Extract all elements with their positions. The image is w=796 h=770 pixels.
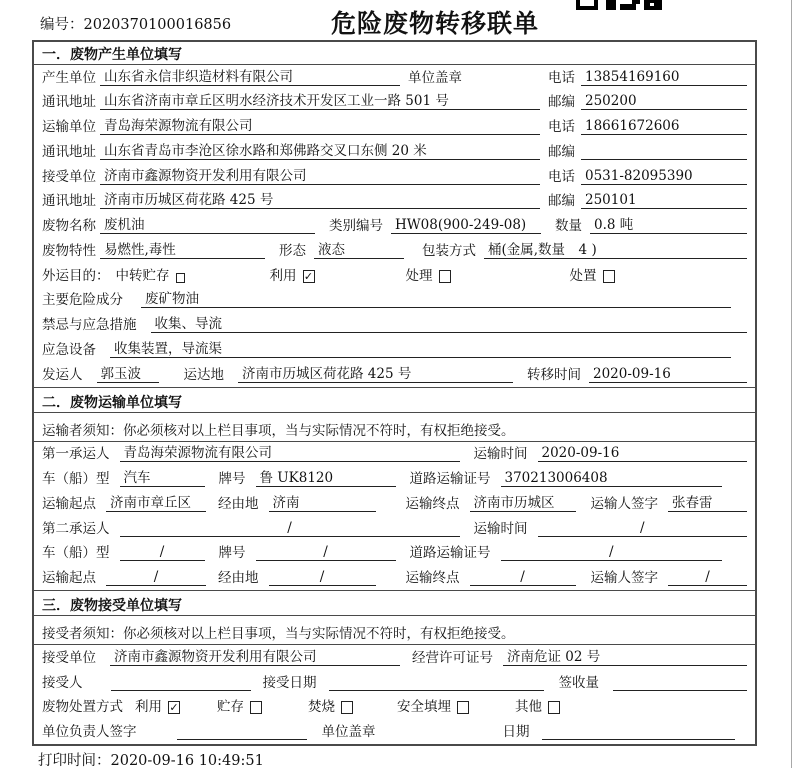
print-time-value: 2020-09-16 10:49:51: [110, 753, 264, 769]
transport-time-label: 运输时间: [473, 520, 528, 537]
phone-label: 电话: [548, 119, 575, 136]
accept-person-label: 接受人: [42, 674, 83, 691]
row-second-vehicle: [34, 541, 755, 566]
row-second-carrier: [34, 516, 755, 541]
transporter-notice: 运输者须知：你必须核对以上栏目事项，当与实际情况不符时，有权拒绝接受。: [34, 413, 755, 442]
road-permit-value: 370213006408: [501, 470, 723, 487]
row-second-route: [34, 565, 755, 590]
accept-date-value: [329, 690, 544, 691]
address-label: 通讯地址: [42, 193, 96, 210]
zip-value: 250200: [581, 93, 747, 110]
producer-unit-label: 产生单位: [42, 69, 96, 86]
section-3-rows: [34, 645, 755, 744]
responsible-sign-label: 单位负责人签字: [42, 723, 137, 740]
endpoint-label: 运输终点: [405, 495, 460, 512]
transport-unit-label: 运输单位: [42, 119, 96, 136]
date-value: [542, 739, 736, 740]
waste-character-label: 废物特性: [42, 242, 96, 259]
row-first-route: [34, 491, 755, 516]
packing-label: 包装方式: [422, 242, 476, 259]
qr-code-fragment: [576, 0, 666, 10]
destination-value: 济南市历城区荷花路 425 号: [238, 362, 513, 383]
destination-label: 运达地: [183, 366, 224, 383]
hazard-component-label: 主要危险成分: [42, 292, 123, 309]
qr-block: [632, 0, 640, 4]
row-transfer-purpose: [34, 263, 755, 288]
origin-value: 济南市章丘区: [106, 491, 206, 512]
form-label: 形态: [279, 242, 306, 259]
road-permit-label: 道路运输证号: [409, 471, 491, 488]
section-1-rows: [34, 65, 755, 387]
unit-seal-label: 单位盖章: [321, 723, 376, 740]
accept-unit-value: 济南市鑫源物资开发利用有限公司: [110, 645, 400, 666]
accept-date-label: 接受日期: [262, 674, 317, 691]
category-code-label: 类别编号: [329, 218, 383, 235]
checkbox-storage: [250, 701, 262, 714]
emergency-equipment-label: 应急设备: [42, 341, 96, 358]
qr-block: [620, 4, 636, 10]
checkbox-transit-storage: [176, 273, 185, 283]
business-permit-label: 经营许可证号: [412, 649, 493, 666]
serial-number: 2020370100016856: [83, 17, 232, 33]
print-time-line: [38, 749, 264, 770]
transfer-time-value: 2020-09-16: [589, 366, 747, 383]
receiver-notice: 接受者须知：你必须核对以上栏目事项，当与实际情况不符时，有权拒绝接受。: [34, 616, 755, 645]
second-carrier-value: /: [120, 520, 460, 537]
waste-character-value: 易燃性,毒性: [100, 238, 265, 259]
accept-unit-label: 接受单位: [42, 649, 96, 666]
via-value: 济南: [269, 491, 376, 512]
print-time-label: 打印时间：: [38, 753, 111, 769]
via-label: 经由地: [218, 495, 259, 512]
section-1-header: 一．废物产生单位填写: [34, 42, 755, 65]
address-value: 山东省济南市章丘区明水经济技术开发区工业一路 501 号: [100, 89, 540, 110]
manifest-form: [32, 40, 757, 746]
vehicle-type-label: 车（船）型: [42, 545, 110, 562]
checkbox-incinerate: [341, 701, 353, 714]
vehicle-type-label: 车（船）型: [42, 471, 110, 488]
disposal-option-label: 其他: [515, 699, 542, 716]
receiver-unit-label: 接受单位: [42, 168, 96, 185]
plate-number-label: 牌号: [218, 545, 246, 562]
transport-time-label: 运输时间: [473, 446, 528, 463]
row-transport-address: [34, 139, 755, 164]
origin-value: /: [106, 569, 206, 586]
purpose-option-label: 处理: [405, 267, 433, 284]
qr-block: [606, 0, 616, 10]
serial-label: 编号：: [40, 17, 84, 33]
row-transport-unit: [34, 114, 755, 139]
transport-time-value: /: [538, 520, 748, 537]
row-producer-unit: [34, 65, 755, 90]
origin-label: 运输起点: [42, 495, 96, 512]
endpoint-value: /: [470, 569, 576, 586]
section-3-header: 三．废物接受单位填写: [34, 590, 755, 616]
phone-value: 13854169160: [581, 69, 747, 86]
zip-value: [581, 159, 747, 160]
date-label: 日期: [502, 723, 530, 740]
disposal-method-label: 废物处置方式: [42, 699, 123, 716]
row-hazard-component: [34, 288, 755, 313]
received-amount-value: [613, 690, 747, 691]
taboo-measures-label: 禁忌与应急措施: [42, 317, 137, 334]
row-waste-name: [34, 213, 755, 238]
phone-label: 电话: [548, 69, 575, 86]
endpoint-value: 济南市历城区: [470, 491, 576, 512]
waste-name-label: 废物名称: [42, 218, 96, 235]
address-value: 济南市历城区荷花路 425 号: [100, 188, 540, 209]
plate-number-label: 牌号: [218, 471, 246, 488]
section-2-rows: [34, 442, 755, 590]
purpose-option-label: 中转贮存: [115, 267, 170, 284]
hazard-component-value: 废矿物油: [141, 287, 731, 308]
packing-value: 桶(金属,数量 4 ): [484, 238, 747, 259]
form-value: 液态: [314, 238, 404, 259]
first-carrier-value: 青岛海荣源物流有限公司: [120, 441, 460, 462]
waste-name-value: 废机油: [100, 213, 315, 234]
quantity-label: 数量: [555, 218, 582, 235]
row-responsible-sign: [34, 719, 755, 744]
transport-unit-value: 青岛海荣源物流有限公司: [100, 114, 540, 135]
phone-label: 电话: [548, 168, 575, 185]
responsible-sign-value: [177, 739, 307, 740]
producer-unit-value: 山东省永信非织造材料有限公司: [100, 65, 400, 86]
qr-block: [576, 0, 598, 10]
transport-time-value: 2020-09-16: [538, 445, 748, 462]
row-accept-person: [34, 670, 755, 695]
section-2-header: 二．废物运输单位填写: [34, 387, 755, 413]
receiver-unit-value: 济南市鑫源物资开发利用有限公司: [100, 164, 540, 185]
row-first-vehicle: [34, 466, 755, 491]
zip-label: 邮编: [548, 94, 575, 111]
second-carrier-label: 第二承运人: [42, 520, 110, 537]
carrier-sign-label: 运输人签字: [590, 570, 658, 587]
row-taboo-measures: [34, 312, 755, 337]
disposal-option-label: 焚烧: [308, 699, 335, 716]
carrier-sign-label: 运输人签字: [590, 495, 658, 512]
qr-block: [650, 3, 654, 6]
row-shipper: [34, 362, 755, 387]
address-label: 通讯地址: [42, 94, 96, 111]
page-edge-line: [791, 0, 792, 768]
transfer-time-label: 转移时间: [527, 366, 581, 383]
serial-number-line: [40, 13, 231, 34]
row-receiver-unit: [34, 164, 755, 189]
zip-value: 250101: [581, 192, 747, 209]
row-producer-address: [34, 90, 755, 115]
quantity-value: 0.8 吨: [590, 213, 747, 234]
emergency-equipment-value: 收集装置，导流渠: [110, 337, 731, 358]
zip-label: 邮编: [548, 193, 575, 210]
shipper-value: 郭玉波: [97, 362, 159, 383]
address-label: 通讯地址: [42, 143, 96, 160]
disposal-option-label: 安全填埋: [397, 699, 451, 716]
unit-seal-label: 单位盖章: [408, 69, 462, 86]
zip-label: 邮编: [548, 143, 575, 160]
purpose-option-label: 利用: [269, 267, 297, 284]
via-value: /: [269, 569, 376, 586]
taboo-measures-value: 收集、导流: [151, 312, 748, 333]
carrier-sign-value: /: [668, 569, 747, 586]
carrier-sign-value: 张春雷: [668, 491, 747, 512]
transfer-purpose-label: 外运目的：: [42, 267, 110, 284]
address-value: 山东省青岛市李沧区徐水路和郑佛路交叉口东侧 20 米: [100, 139, 540, 160]
accept-person-value: [111, 690, 251, 691]
category-code-value: HW08(900-249-08): [391, 217, 541, 234]
disposal-option-label: 贮存: [217, 699, 244, 716]
plate-number-value: 鲁 UK8120: [256, 466, 396, 487]
row-first-carrier: [34, 442, 755, 467]
checkbox-treat: [439, 270, 451, 283]
row-emergency-equipment: [34, 337, 755, 362]
via-label: 经由地: [218, 570, 259, 587]
checkbox-other: [548, 701, 560, 714]
vehicle-type-value: 汽车: [120, 466, 205, 487]
first-carrier-label: 第一承运人: [42, 446, 110, 463]
checkbox-landfill: [457, 701, 469, 714]
endpoint-label: 运输终点: [405, 570, 460, 587]
row-accept-unit: [34, 645, 755, 670]
plate-number-value: /: [256, 544, 396, 561]
business-permit-value: 济南危证 02 号: [503, 645, 747, 666]
road-permit-value: /: [501, 544, 723, 561]
row-waste-character: [34, 238, 755, 263]
disposal-option-label: 利用: [135, 699, 162, 716]
phone-value: 18661672606: [581, 118, 747, 135]
received-amount-label: 签收量: [558, 674, 599, 691]
phone-value: 0531-82095390: [581, 168, 747, 185]
shipper-label: 发运人: [42, 366, 83, 383]
road-permit-label: 道路运输证号: [409, 545, 491, 562]
vehicle-type-value: /: [120, 544, 205, 561]
page-title: 危险废物转移联单: [331, 9, 540, 38]
purpose-option-label: 处置: [569, 267, 597, 284]
row-receiver-address: [34, 189, 755, 214]
origin-label: 运输起点: [42, 570, 96, 587]
checkbox-utilize: ✓: [169, 701, 179, 715]
row-disposal-method: [34, 695, 755, 720]
checkbox-utilize: ✓: [303, 269, 314, 283]
checkbox-dispose: [603, 270, 615, 283]
